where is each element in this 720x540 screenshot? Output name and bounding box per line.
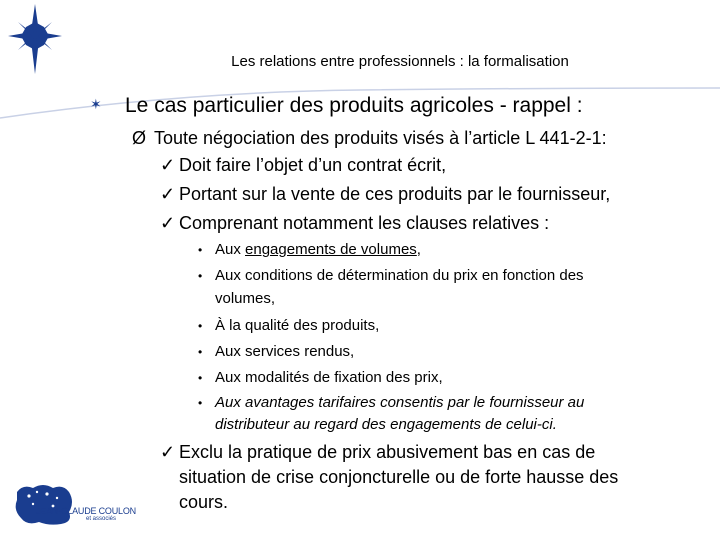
check-text: Comprenant notamment les clauses relatives : bbox=[179, 213, 550, 233]
dot-bullet: • bbox=[198, 243, 203, 257]
clause-item bbox=[198, 317, 379, 334]
clause-item bbox=[198, 267, 584, 284]
check-item bbox=[160, 213, 549, 234]
check-icon: ✓ bbox=[160, 213, 176, 233]
logo-name: JEAN-CLAUDE COULON bbox=[36, 506, 136, 516]
level2-text: Toute négociation des produits visés à l’article L 441-2-1: bbox=[154, 128, 607, 148]
clause-item bbox=[198, 241, 421, 258]
dot-bullet: • bbox=[198, 345, 203, 359]
slide-title: Les relations entre professionnels : la formalisation bbox=[231, 53, 569, 70]
dot-bullet: • bbox=[198, 319, 203, 333]
check-icon: ✓ bbox=[160, 184, 176, 204]
clause-text: distributeur au regard des engagements de celui-ci. bbox=[215, 416, 557, 433]
check-text: Doit faire l’objet d’un contrat écrit, bbox=[179, 155, 447, 175]
check-text: Portant sur la vente de ces produits par le fournisseur, bbox=[179, 184, 611, 204]
clause-prefix: Aux bbox=[215, 241, 246, 258]
check-continuation bbox=[179, 492, 228, 513]
check-icon: ✓ bbox=[160, 155, 176, 175]
clause-item bbox=[198, 394, 584, 411]
clause-text: Aux avantages tarifaires consentis par le fournisseur au bbox=[215, 394, 585, 411]
clause-underlined: engagements de volumes bbox=[245, 241, 417, 258]
dot-bullet: • bbox=[198, 396, 203, 410]
clause-continuation bbox=[198, 416, 557, 433]
logo-subtitle: et associés bbox=[86, 516, 117, 522]
check-item bbox=[160, 184, 610, 205]
check-text: cours. bbox=[179, 492, 229, 512]
heading-text: Le cas particulier des produits agricoles - rappel : bbox=[125, 94, 583, 117]
check-item bbox=[160, 155, 446, 176]
check-continuation bbox=[179, 467, 618, 488]
clause-text: À la qualité des produits, bbox=[215, 317, 380, 334]
star-bullet-icon: ✶ bbox=[90, 96, 102, 112]
dot-bullet: • bbox=[198, 371, 203, 385]
check-text: Exclu la pratique de prix abusivement bas en cas de bbox=[179, 442, 596, 462]
arrow-bullet-icon: Ø bbox=[132, 128, 147, 148]
dot-bullet: • bbox=[198, 269, 203, 283]
check-item bbox=[160, 442, 595, 463]
clause-text: Aux conditions de détermination du prix en fonction des bbox=[215, 267, 584, 284]
clause-item bbox=[198, 343, 354, 360]
check-text: situation de crise conjoncturelle ou de forte hausse des bbox=[179, 467, 619, 487]
clause-suffix: , bbox=[416, 241, 421, 258]
clause-text: Aux services rendus, bbox=[215, 343, 355, 360]
clause-continuation bbox=[198, 290, 275, 307]
clause-text: volumes, bbox=[215, 290, 276, 307]
level2-item bbox=[132, 128, 607, 149]
check-icon: ✓ bbox=[160, 442, 176, 462]
clause-text: Aux modalités de fixation des prix, bbox=[215, 369, 443, 386]
clause-item bbox=[198, 369, 443, 386]
